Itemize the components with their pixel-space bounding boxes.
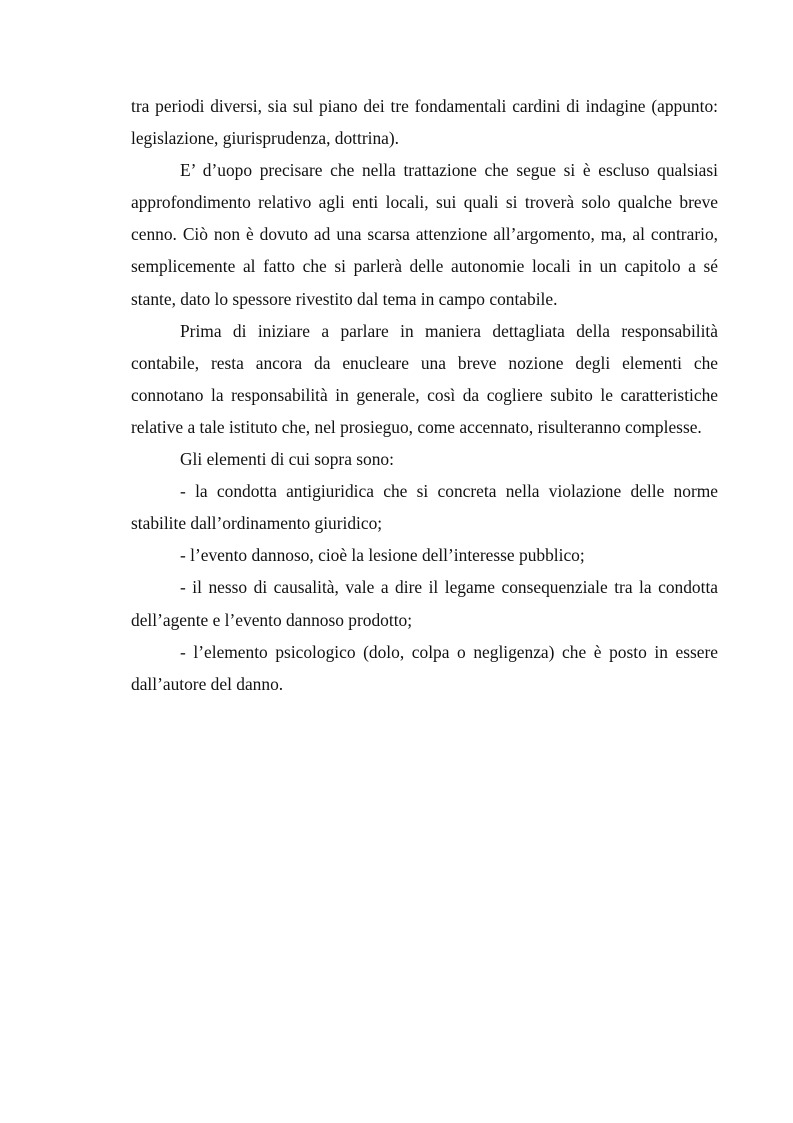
list-item-evento: - l’evento dannoso, cioè la lesione dell’interesse pubblico; [180, 545, 585, 566]
paragraph-scope-note: E’ d’uopo precisare che nella trattazione che segue si è escluso qualsiasi approfondimento relativo agli enti locali, sui quali si troverà solo qualche breve cenno. Ciò non è dovuto ad una scarsa attenzione all’argomento, ma, al contrario, semplicemente al fatto che si parlerà delle autonomie locali in un capitolo a sé stante, dato lo spessore rivestito dal tema in campo contabile. [131, 160, 718, 309]
list-item-condotta: - la condotta antigiuridica che si concreta nella violazione delle norme stabilite dall’ordinamento giuridico; [131, 481, 718, 534]
list-item-nesso: - il nesso di causalità, vale a dire il legame consequenziale tra la condotta dell’agente e l’evento dannoso prodotto; [131, 577, 718, 630]
body-text [131, 90, 718, 700]
paragraph-introduction: Prima di iniziare a parlare in maniera dettagliata della responsabilità contabile, resta ancora da enucleare una breve nozione degli elementi che connotano la responsabilità in generale, così da cogliere subito le caratteristiche relative a tale istituto che, nel prosieguo, come accennato, risulteranno complesse. [131, 320, 718, 437]
list-item-elemento-psicologico: - l’elemento psicologico (dolo, colpa o negligenza) che è posto in essere dall’autore del danno. [131, 641, 718, 694]
paragraph-continuation: tra periodi diversi, sia sul piano dei tre fondamentali cardini di indagine (appunto: legislazione, giurisprudenza, dottrina). [131, 96, 718, 149]
paragraph-elements-intro: Gli elementi di cui sopra sono: [180, 449, 394, 470]
